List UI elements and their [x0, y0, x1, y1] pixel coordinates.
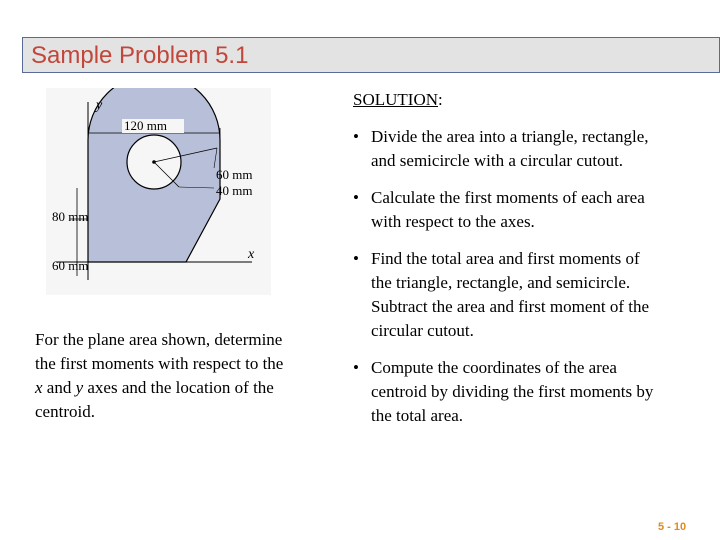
- bullet-line: Calculate the first moments of each area: [371, 188, 645, 207]
- problem-line-3-rest: axes and the location of the: [83, 378, 274, 397]
- center-point: [152, 160, 156, 164]
- slide-title: Sample Problem 5.1: [31, 42, 249, 69]
- solution-colon: :: [438, 90, 443, 109]
- bullet-line: the triangle, rectangle, and semicircle.: [371, 273, 631, 292]
- problem-line-3: [35, 376, 335, 400]
- problem-line-2: the first moments with respect to the: [35, 354, 284, 373]
- dim-60-right-label: 60 mm: [216, 167, 253, 182]
- radius-40-line: [154, 162, 179, 187]
- bullet-line: centroid by dividing the first moments by: [371, 382, 654, 401]
- bullet-dot: •: [353, 188, 359, 207]
- figure-drawing: [46, 88, 271, 295]
- bullet-dot: •: [353, 358, 359, 377]
- bullet-item: [353, 247, 713, 343]
- y-axis-label: y: [96, 98, 103, 113]
- bullet-line: Subtract the area and first moment of the: [371, 297, 650, 316]
- bullet-line: circular cutout.: [371, 321, 474, 340]
- page-number: 5 - 10: [658, 521, 687, 533]
- problem-line-1: For the plane area shown, determine: [35, 330, 283, 349]
- bullet-dot: •: [353, 127, 359, 146]
- and-word: and: [42, 378, 76, 397]
- plate-shape: [88, 88, 220, 262]
- bullet-line: Compute the coordinates of the area: [371, 358, 617, 377]
- x-variable: x: [35, 378, 43, 397]
- bullet-line: with respect to the axes.: [371, 212, 535, 231]
- bullet-line: the total area.: [371, 406, 464, 425]
- bullet-item: [353, 125, 713, 173]
- bullet-line: and semicircle with a circular cutout.: [371, 151, 624, 170]
- dim-60-left-label: 60 mm: [52, 258, 89, 273]
- y-variable: y: [75, 378, 84, 397]
- problem-line-4: centroid.: [35, 402, 95, 421]
- title-bar: [22, 37, 720, 73]
- dim-80-label: 80 mm: [52, 209, 89, 224]
- problem-figure: [46, 88, 271, 295]
- dim-40-label: 40 mm: [216, 183, 253, 198]
- x-axis-label: x: [248, 247, 255, 262]
- problem-statement: [35, 328, 335, 424]
- bullet-line: Divide the area into a triangle, rectangle,: [371, 127, 649, 146]
- bullet-dot: •: [353, 249, 359, 268]
- bullet-line: Find the total area and first moments of: [371, 249, 640, 268]
- dim-120-label: 120 mm: [124, 118, 167, 133]
- bullet-item: [353, 356, 713, 428]
- solution-panel: [353, 89, 713, 428]
- solution-bullets: [353, 125, 713, 428]
- solution-heading-text: SOLUTION: [353, 90, 438, 109]
- bullet-item: [353, 186, 713, 234]
- solution-heading: [353, 89, 713, 111]
